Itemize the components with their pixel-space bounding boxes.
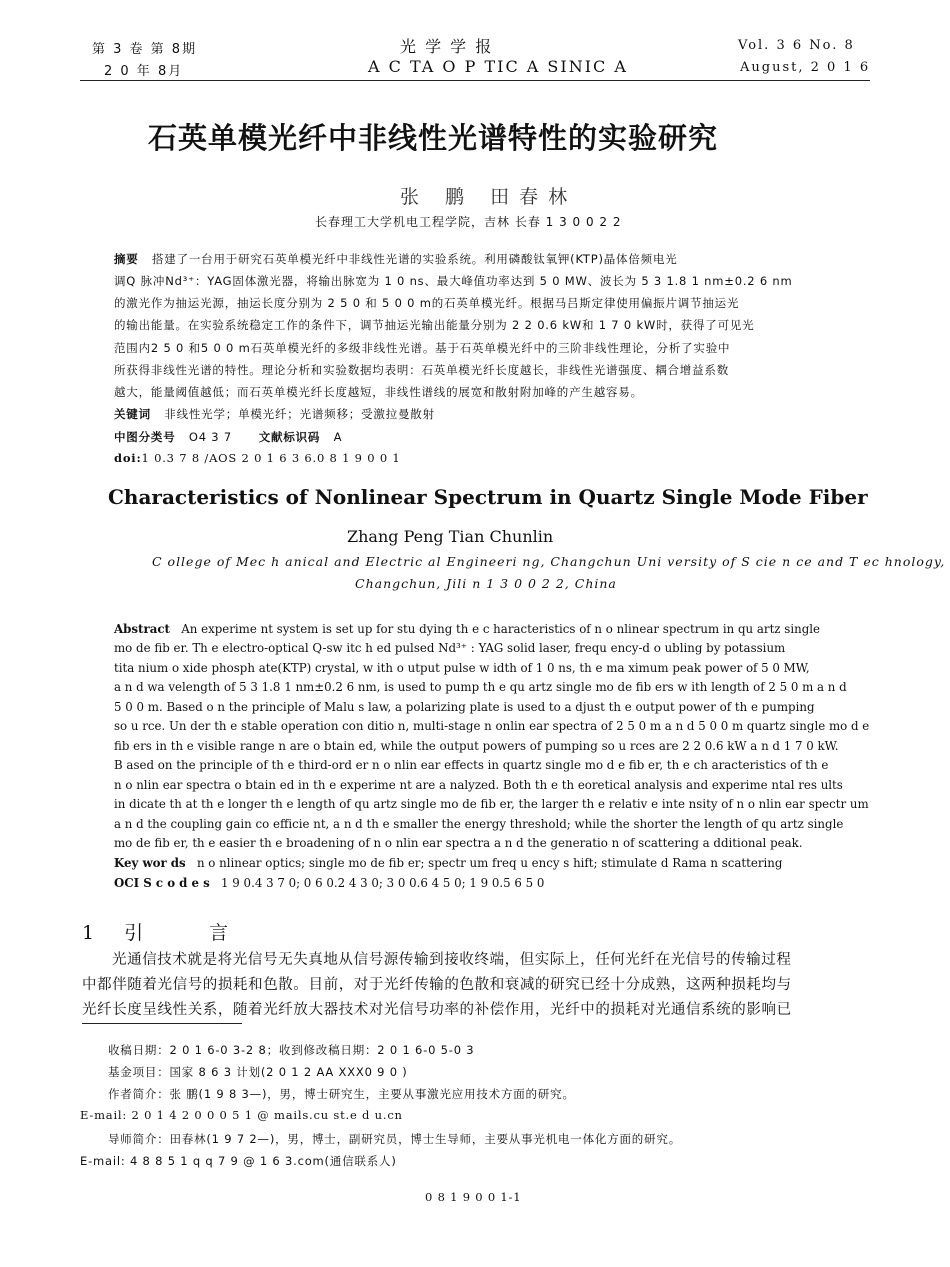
footnote-author-email: E-mail: 2 0 1 4 2 0 0 0 5 1 @ mails.cu st.e d u.cn (80, 1108, 403, 1122)
header-date-en: August, 2 0 1 6 (740, 60, 871, 75)
authors-en: Zhang Peng Tian Chunlin (347, 527, 554, 546)
abstract-en-line-7: fib ers in th e visible range n are o btain ed, while the output powers of pumping so u rces are 2 2 0.6 kW a n d 1 7 0 kW. (114, 739, 839, 753)
abstract-cn-line-1: 摘要 搭建了一台用于研究石英单模光纤中非线性光谱的实验系统。利用磷酸钛氧钾(KTP)晶体倍频电光 (114, 252, 678, 266)
keywords-en-label: Key wor ds (114, 856, 186, 870)
abstract-en-line-6: so u rce. Un der th e stable operation con ditio n, multi-stage n onlin ear spectra of 2 5 0 m a n d 5 0 0 m quartz single mo d e (114, 719, 870, 733)
abstract-en-line-2: mo de fib er. Th e electro-optical Q-sw itc h ed pulsed Nd³⁺ : YAG solid laser, frequ ency-d o ubling by potassium (114, 641, 786, 655)
header-date-cn: 2 0 年 8月 (104, 64, 184, 79)
doi: doi:1 0.3 7 8 /AOS 2 0 1 6 3 6.0 8 1 9 0 0 1 (114, 451, 401, 465)
abstract-en-line-1: Abstract An experime nt system is set up for stu dying th e c haracteristics of n o nlinear spectrum in qu artz single (114, 622, 821, 636)
header-volume: 第 3 卷 第 8期 (92, 42, 198, 57)
header-volume-en: Vol. 3 6 No. 8 (738, 38, 855, 53)
footnote-received: 收稿日期：2 0 1 6-0 3-2 8；收到修改稿日期：2 0 1 6-0 5-0 3 (108, 1043, 475, 1057)
abstract-en-line-4: a n d wa velength of 5 3 1.8 1 nm±0.2 6 nm, is used to pump th e qu artz single mo de fib ers w ith length of 2 5 0 m a n d (114, 680, 847, 694)
abstract-cn-line-5: 范围内2 5 0 和5 0 0 m石英单模光纤的多级非线性光谱。基于石英单模光纤中的三阶非线性理论，分析了实验中 (114, 341, 731, 355)
keywords-cn: 关键词 非线性光学；单模光纤；光谱频移；受激拉曼散射 (114, 407, 435, 421)
abstract-en-line-8: B ased on the principle of th e third-ord er n o nlin ear effects in quartz single mo d e fib er, th e ch aracteristics of th e (114, 758, 829, 772)
abstract-cn-line-7: 越大，能量阈值越低；而石英单模光纤长度越短，非线性谱线的展宽和散射附加峰的产生越容易。 (114, 385, 643, 399)
journal-name-cn: 光 学 学 报 (400, 37, 494, 56)
footnote-rule (82, 1023, 242, 1024)
affiliation-en-line-1: C ollege of Mec h anical and Electric al Engineeri ng, Changchun Uni versity of S cie n ce and T ec hnology, (152, 554, 946, 569)
journal-name-en: A C TA O P TIC A SINIC A (368, 57, 628, 76)
section-1-line-1: 光通信技术就是将光信号无失真地从信号源传输到接收终端，但实际上，任何光纤在光信号的传输过程 (112, 952, 792, 968)
abstract-en-line-12: mo de fib er, th e easier th e broadening of n o nlin ear spectra a n d the generatio n of scattering a dditional peak. (114, 836, 803, 850)
ocis-codes: OCI S c o d e s 1 9 0.4 3 7 0; 0 6 0.2 4 3 0; 3 0 0.6 4 5 0; 1 9 0.5 6 5 0 (114, 876, 545, 890)
footnote-advisor-email: E-mail: 4 8 8 5 1 q q 7 9 @ 1 6 3.com(通信联系人) (80, 1154, 397, 1168)
abstract-en-line-11: a n d the coupling gain co efficie nt, a n d th e smaller the energy threshold; while the shorter the length of qu artz single (114, 817, 844, 831)
section-1-line-2: 中都伴随着光信号的损耗和色散。目前，对于光纤传输的色散和衰减的研究已经十分成熟，这两种损耗均与 (82, 977, 792, 993)
section-1-heading: 1引 言 (82, 922, 259, 944)
keywords-cn-label: 关键词 (114, 407, 151, 421)
abstract-cn-line-2: 调Q 脉冲Nd³⁺：YAG固体激光器，将输出脉宽为 1 0 ns、最大峰值功率达到 5 0 MW、波长为 5 3 1.8 1 nm±0.2 6 nm (114, 274, 793, 288)
header-rule (80, 80, 870, 81)
abstract-cn-label: 摘要 (114, 252, 139, 266)
page-number: 0 8 1 9 0 0 1-1 (425, 1190, 522, 1204)
paper-title-en: Characteristics of Nonlinear Spectrum in Quartz Single Mode Fiber (108, 485, 868, 509)
keywords-en: Key wor ds n o nlinear optics; single mo de fib er; spectr um freq u ency s hift; stimulate d Rama n scattering (114, 856, 783, 870)
abstract-en-line-9: n o nlin ear spectra o btain ed in th e experime nt are a nalyzed. Both th e th eoretical analysis and experime ntal res ults (114, 778, 843, 792)
abstract-en-line-10: in dicate th at th e longer th e length of qu artz single mo de fib er, the larger th e relativ e inte nsity of n o nlin ear spectr um (114, 797, 869, 811)
footnote-advisor: 导师简介：田春林(1 9 7 2—)，男，博士，副研究员，博士生导师，主要从事光机电一体化方面的研究。 (108, 1132, 682, 1146)
abstract-cn-line-4: 的输出能量。在实验系统稳定工作的条件下，调节抽运光输出能量分别为 2 2 0.6 kW和 1 7 0 kW时，获得了可见光 (114, 318, 755, 332)
abstract-en-line-3: tita nium o xide phosph ate(KTP) crystal, w ith o utput pulse w idth of 1 0 ns, th e ma ximum peak power of 5 0 MW, (114, 661, 810, 675)
footnote-fund: 基金项目：国家 8 6 3 计划(2 0 1 2 AA XXX0 9 0 ) (108, 1065, 408, 1079)
section-1-line-3: 光纤长度呈线性关系，随着光纤放大器技术对光信号功率的补偿作用，光纤中的损耗对光通信系统的影响已 (82, 1002, 792, 1018)
footnote-author: 作者简介：张 鹏(1 9 8 3—)，男，博士研究生，主要从事激光应用技术方面的研究。 (108, 1087, 575, 1101)
paper-title-cn: 石英单模光纤中非线性光谱特性的实验研究 (148, 121, 719, 155)
abstract-en-line-5: 5 0 0 m. Based o n the principle of Malu s law, a polarizing plate is used to a djust th e output power of th e pumping (114, 700, 815, 714)
abstract-en-label: Abstract (114, 622, 170, 636)
affiliation-cn: 长春理工大学机电工程学院，吉林 长春 1 3 0 0 2 2 (315, 215, 622, 229)
abstract-cn-line-3: 的激光作为抽运光源，抽运长度分别为 2 5 0 和 5 0 0 m的石英单模光纤。根据马吕斯定律使用偏振片调节抽运光 (114, 296, 740, 310)
abstract-cn-line-6: 所获得非线性光谱的特性。理论分析和实验数据均表明：石英单模光纤长度越长，非线性光谱强度、耦合增益系数 (114, 363, 729, 377)
classification-cn: 中图分类号 O4 3 7 文献标识码 A (114, 430, 343, 444)
authors-cn: 张 鹏 田春林 (400, 186, 578, 208)
affiliation-en-line-2: Changchun, Jili n 1 3 0 0 2 2, China (355, 576, 617, 591)
